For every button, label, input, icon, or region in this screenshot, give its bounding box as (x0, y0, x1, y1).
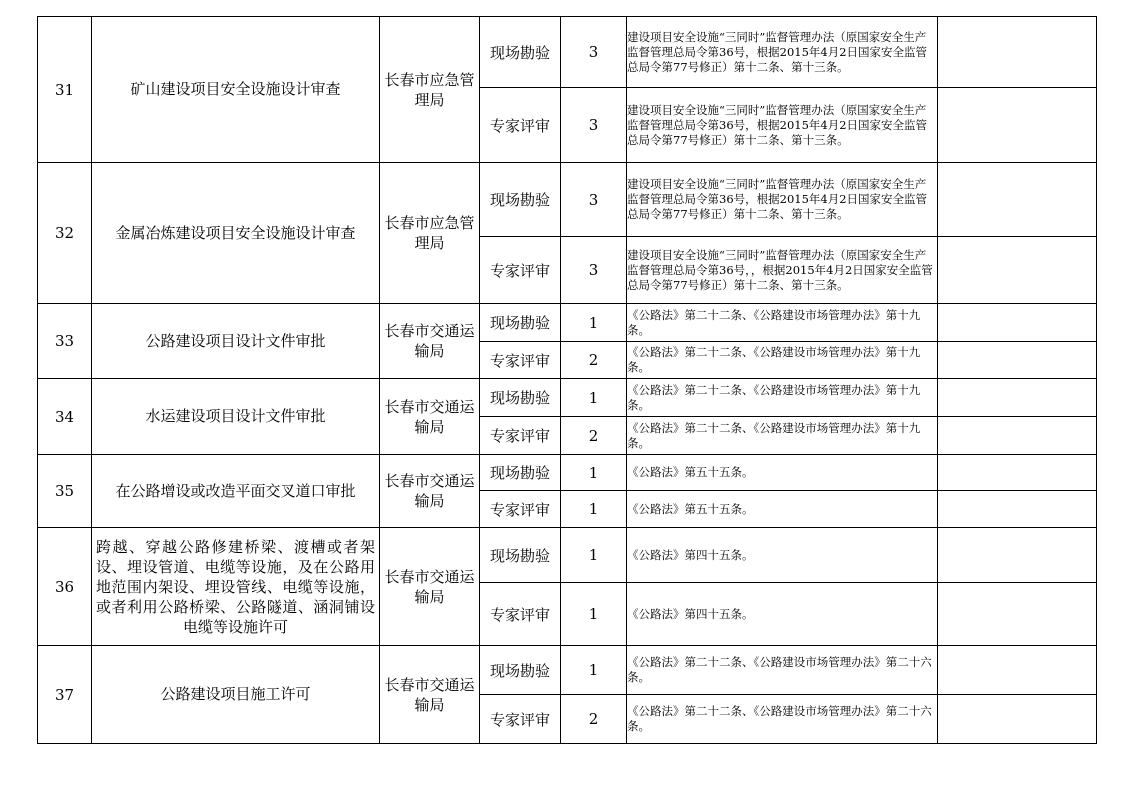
duration-days: 1 (561, 646, 627, 695)
remark-cell (938, 695, 1097, 744)
service-type: 现场勘验 (480, 455, 561, 491)
item-name: 跨越、穿越公路修建桥梁、渡槽或者架设、埋设管道、电缆等设施，及在公路用地范围内架设、埋设管线、电缆等设施，或者利用公路桥梁、公路隧道、涵洞铺设电缆等设施许可 (92, 528, 380, 646)
remark-cell (938, 646, 1097, 695)
duration-days: 2 (561, 417, 627, 455)
department: 长春市交通运输局 (380, 528, 480, 646)
service-type: 专家评审 (480, 491, 561, 528)
remark-cell (938, 17, 1097, 88)
legal-basis: 《公路法》第四十五条。 (627, 528, 938, 583)
legal-basis: 《公路法》第二十二条、《公路建设市场管理办法》第二十六条。 (627, 695, 938, 744)
service-type: 现场勘验 (480, 304, 561, 342)
duration-days: 3 (561, 88, 627, 163)
remark-cell (938, 88, 1097, 163)
remark-cell (938, 379, 1097, 417)
department: 长春市应急管理局 (380, 163, 480, 304)
legal-basis: 《公路法》第二十二条、《公路建设市场管理办法》第十九条。 (627, 304, 938, 342)
service-type: 现场勘验 (480, 17, 561, 88)
service-type: 专家评审 (480, 583, 561, 646)
duration-days: 3 (561, 163, 627, 237)
item-number: 33 (38, 304, 92, 379)
table-row (38, 304, 1097, 342)
item-name: 水运建设项目设计文件审批 (92, 379, 380, 455)
table-row (38, 17, 1097, 88)
table-row (38, 455, 1097, 491)
duration-days: 1 (561, 379, 627, 417)
legal-basis: 建设项目安全设施“三同时”监督管理办法（原国家安全生产监督管理总局令第36号，根据2015年4月2日国家安全监管总局令第77号修正）第十二条、第十三条。 (627, 88, 938, 163)
table-row (38, 163, 1097, 237)
remark-cell (938, 237, 1097, 304)
item-name: 公路建设项目施工许可 (92, 646, 380, 744)
service-type: 专家评审 (480, 417, 561, 455)
legal-basis: 《公路法》第二十二条、《公路建设市场管理办法》第十九条。 (627, 379, 938, 417)
department: 长春市交通运输局 (380, 455, 480, 528)
item-number: 32 (38, 163, 92, 304)
service-type: 现场勘验 (480, 646, 561, 695)
department: 长春市交通运输局 (380, 304, 480, 379)
department: 长春市应急管理局 (380, 17, 480, 163)
service-type: 专家评审 (480, 342, 561, 379)
item-number: 37 (38, 646, 92, 744)
remark-cell (938, 455, 1097, 491)
remark-cell (938, 304, 1097, 342)
legal-basis: 《公路法》第五十五条。 (627, 455, 938, 491)
legal-basis: 《公路法》第四十五条。 (627, 583, 938, 646)
service-type: 专家评审 (480, 88, 561, 163)
legal-basis: 《公路法》第二十二条、《公路建设市场管理办法》第十九条。 (627, 342, 938, 379)
duration-days: 3 (561, 17, 627, 88)
fee-items-table (37, 16, 1097, 744)
item-name: 金属冶炼建设项目安全设施设计审查 (92, 163, 380, 304)
remark-cell (938, 163, 1097, 237)
item-name: 公路建设项目设计文件审批 (92, 304, 380, 379)
item-number: 35 (38, 455, 92, 528)
table-row (38, 646, 1097, 695)
department: 长春市交通运输局 (380, 379, 480, 455)
legal-basis: 《公路法》第五十五条。 (627, 491, 938, 528)
duration-days: 1 (561, 583, 627, 646)
duration-days: 1 (561, 304, 627, 342)
item-number: 31 (38, 17, 92, 163)
legal-basis: 建设项目安全设施“三同时”监督管理办法（原国家安全生产监督管理总局令第36号，根据2015年4月2日国家安全监管总局令第77号修正）第十二条、第十三条。 (627, 163, 938, 237)
duration-days: 1 (561, 491, 627, 528)
table-row (38, 379, 1097, 417)
service-type: 现场勘验 (480, 528, 561, 583)
remark-cell (938, 583, 1097, 646)
duration-days: 1 (561, 455, 627, 491)
remark-cell (938, 417, 1097, 455)
table-row (38, 528, 1097, 583)
service-type: 专家评审 (480, 695, 561, 744)
service-type: 现场勘验 (480, 379, 561, 417)
item-number: 34 (38, 379, 92, 455)
remark-cell (938, 528, 1097, 583)
service-type: 现场勘验 (480, 163, 561, 237)
legal-basis: 《公路法》第二十二条、《公路建设市场管理办法》第十九条。 (627, 417, 938, 455)
duration-days: 3 (561, 237, 627, 304)
legal-basis: 建设项目安全设施“三同时”监督管理办法（原国家安全生产监督管理总局令第36号，根据2015年4月2日国家安全监管总局令第77号修正）第十二条、第十三条。 (627, 17, 938, 88)
legal-basis: 《公路法》第二十二条、《公路建设市场管理办法》第二十六条。 (627, 646, 938, 695)
service-type: 专家评审 (480, 237, 561, 304)
item-name: 在公路增设或改造平面交叉道口审批 (92, 455, 380, 528)
remark-cell (938, 342, 1097, 379)
legal-basis: 建设项目安全设施“三同时”监督管理办法（原国家安全生产监督管理总局令第36号，，根据2015年4月2日国家安全监管总局令第77号修正）第十二条、第十三条。 (627, 237, 938, 304)
remark-cell (938, 491, 1097, 528)
duration-days: 2 (561, 342, 627, 379)
department: 长春市交通运输局 (380, 646, 480, 744)
duration-days: 2 (561, 695, 627, 744)
item-name: 矿山建设项目安全设施设计审查 (92, 17, 380, 163)
item-number: 36 (38, 528, 92, 646)
duration-days: 1 (561, 528, 627, 583)
